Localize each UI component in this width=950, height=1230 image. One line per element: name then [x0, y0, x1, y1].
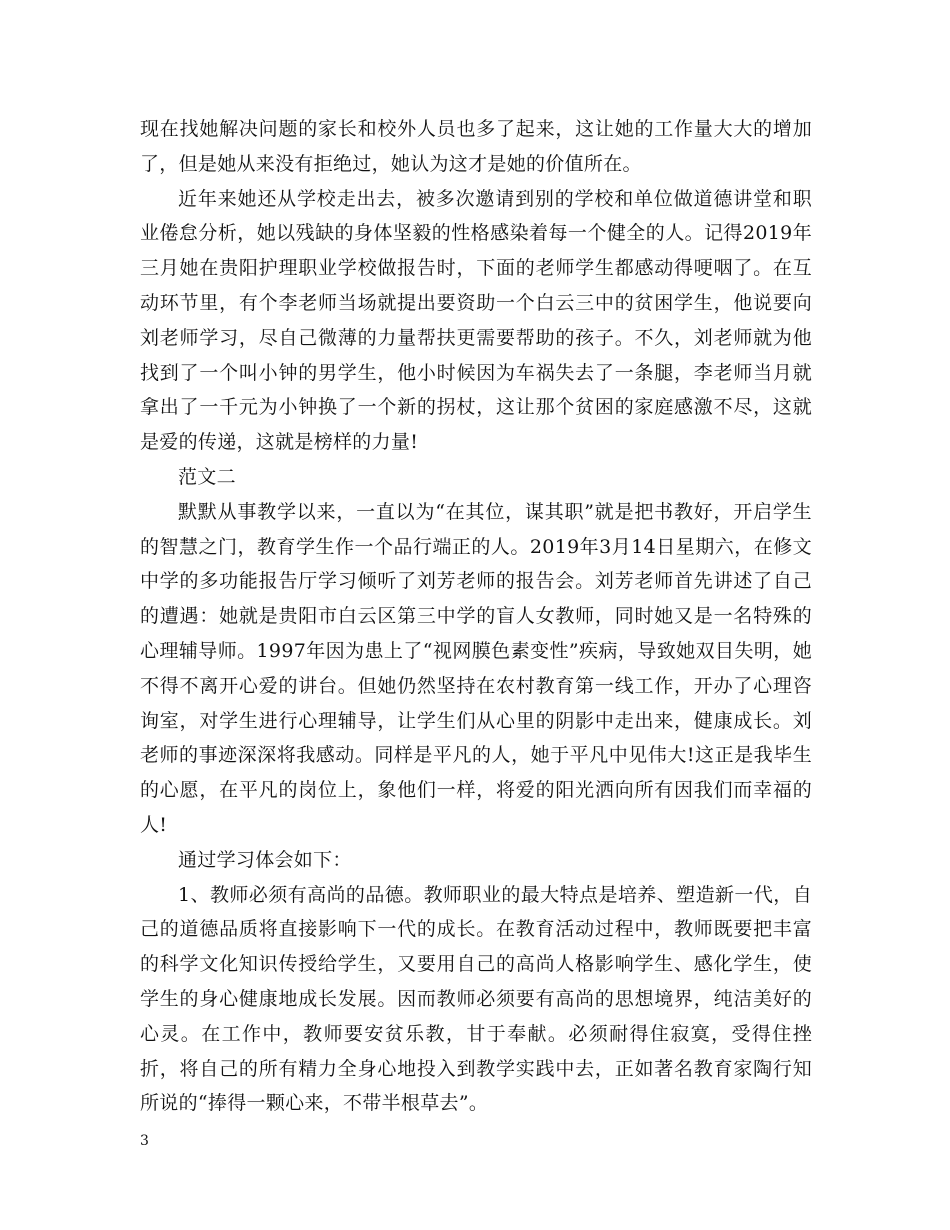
page-number: 3 [140, 1133, 149, 1149]
section-heading-fanwen-er: 范文二 [178, 465, 236, 488]
paragraph-reflection-intro: 通过学习体会如下： [178, 848, 352, 871]
document-body [140, 112, 812, 1121]
paragraph-point-one: 1、教师必须有高尚的品德。教师职业的最大特点是培养、塑造新一代，自己的道德品质将直接影响下一代的成长。在教育活动过程中，教师既要把丰富的科学文化知识传授给学生，又要用自己的高尚人格影响学生、感化学生，使学生的身心健康地成长发展。因而教师必须要有高尚的思想境界，纯洁美好的心灵。在工作中，教师要安贫乐教，甘于奉献。必须耐得住寂寞，受得住挫折，将自己的所有精力全身心地投入到教学实践中去，正如著名教育家陶行知所说的“捧得一颗心来，不带半根草去”。 [140, 883, 812, 1115]
paragraph-report-summary: 默默从事教学以来，一直以为“在其位，谋其职”就是把书教好，开启学生的智慧之门，教育学生作一个品行端正的人。2019年3月14日星期六，在修文中学的多功能报告厅学习倾听了刘芳老师的报告会。刘芳老师首先讲述了自己的遭遇：她就是贵阳市白云区第三中学的盲人女教师，同时她又是一名特殊的心理辅导师。1997年因为患上了“视网膜色素变性”疾病，导致她双目失明，她不得不离开心爱的讲台。但她仍然坚持在农村教育第一线工作，开办了心理咨询室，对学生进行心理辅导，让学生们从心里的阴影中走出来，健康成长。刘老师的事迹深深将我感动。同样是平凡的人，她于平凡中见伟大!这正是我毕生的心愿，在平凡的岗位上，象他们一样，将爱的阳光洒向所有因我们而幸福的人! [140, 500, 812, 836]
paragraph-continuation: 现在找她解决问题的家长和校外人员也多了起来，这让她的工作量大大的增加了，但是她从来没有拒绝过，她认为这才是她的价值所在。 [140, 118, 812, 175]
paragraph-outreach-story: 近年来她还从学校走出去，被多次邀请到别的学校和单位做道德讲堂和职业倦怠分析，她以残缺的身体坚毅的性格感染着每一个健全的人。记得2019年三月她在贵阳护理职业学校做报告时，下面的老师学生都感动得哽咽了。在互动环节里，有个李老师当场就提出要资助一个白云三中的贫困学生，他说要向刘老师学习，尽自己微薄的力量帮扶更需要帮助的孩子。不久，刘老师就为他找到了一个叫小钟的男学生，他小时候因为车祸失去了一条腿，李老师当月就拿出了一千元为小钟换了一个新的拐杖，这让那个贫困的家庭感激不尽，这就是爱的传递，这就是榜样的力量! [140, 187, 812, 454]
